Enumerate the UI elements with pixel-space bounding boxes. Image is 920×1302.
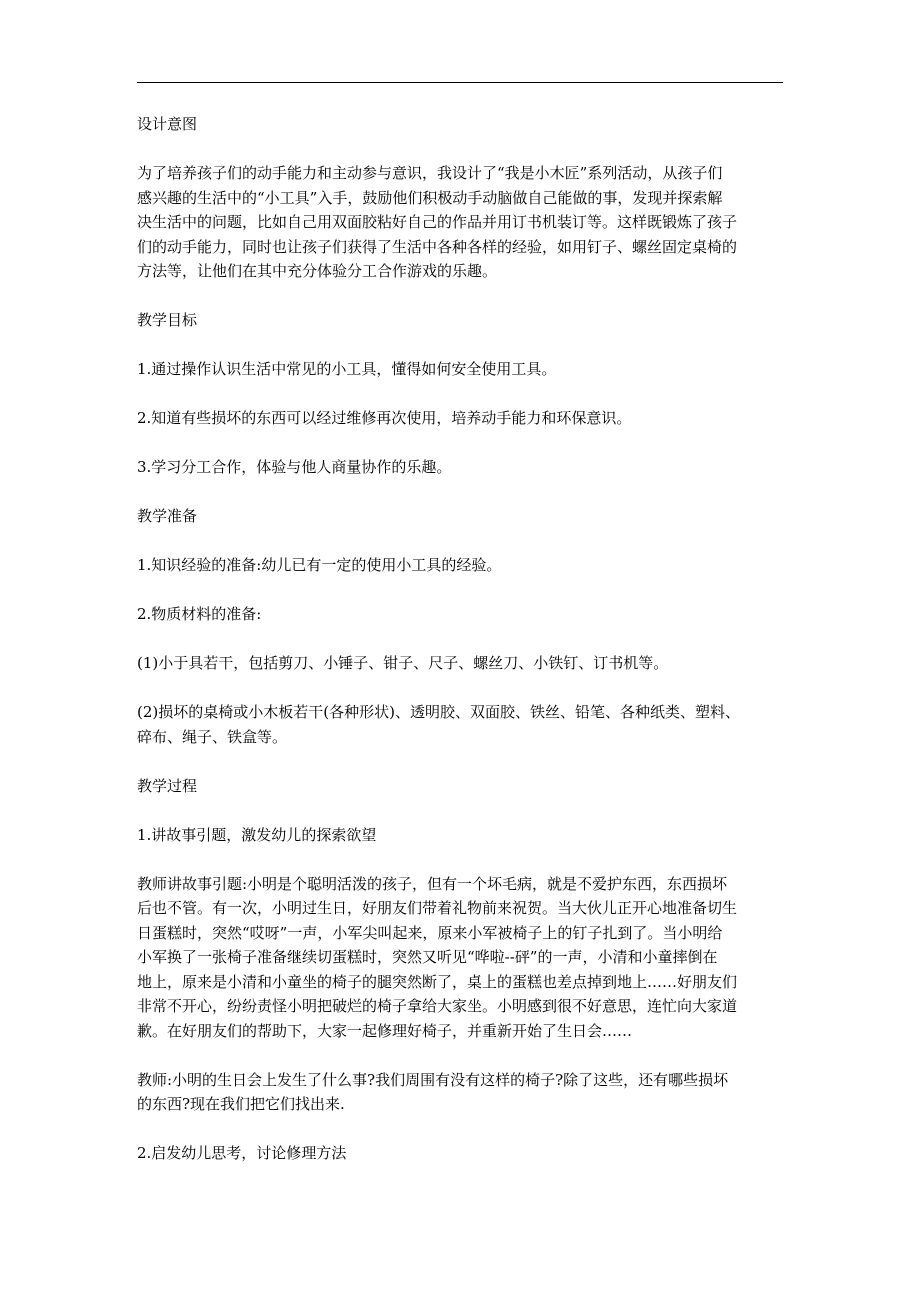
paragraph	[137, 823, 789, 848]
header-rule	[137, 82, 783, 83]
paragraph-line: 们的动手能力，同时也让孩子们获得了生活中各种各样的经验，如用钉子、螺丝固定桌椅的	[137, 237, 738, 256]
paragraph-line: 方法等，让他们在其中充分体验分工合作游戏的乐趣。	[137, 262, 498, 280]
paragraph-line: 教师讲故事引题:小明是个聪明活泼的孩子，但有一个坏毛病，就是不爱护东西，东西损坏	[137, 874, 728, 893]
paragraph-line: 地上，原来是小清和小童坐的椅子的腿突然断了，桌上的蛋糕也差点掉到地上……好朋友们	[137, 972, 738, 991]
paragraph-line: (1)小于具若干，包括剪刀、小锤子、钳子、尺子、螺丝刀、小铁钉、订书机等。	[137, 654, 669, 672]
paragraph-line: 为了培养孩子们的动手能力和主动参与意识，我设计了“我是小木匠”系列活动，从孩子们	[137, 164, 723, 182]
paragraph	[137, 161, 789, 284]
paragraph	[137, 357, 789, 382]
paragraph-line: 小军换了一张椅子准备继续切蛋糕时，突然又听见“哗啦--砰”的一声，小清和小童摔倒在	[137, 948, 718, 966]
paragraph	[137, 553, 789, 578]
document-body	[137, 112, 789, 1190]
paragraph-line: 后也不管。有一次，小明过生日，好朋友们带着礼物前来祝贺。当大伙儿正开心地准备切生	[137, 899, 738, 917]
paragraph-line: 的东西?现在我们把它们找出来.	[137, 1095, 345, 1113]
paragraph	[137, 651, 789, 676]
paragraph-line: 感兴趣的生活中的“小工具”入手，鼓励他们积极动手动脑做自己能做的事，发现并探索解	[137, 188, 723, 207]
paragraph	[137, 602, 789, 627]
paragraph-line: 决生活中的问题，比如自己用双面胶粘好自己的作品并用订书机装订等。这样既锻炼了孩子	[137, 213, 738, 231]
paragraph	[137, 1068, 789, 1117]
paragraph	[137, 700, 789, 749]
paragraph-line: 歉。在好朋友们的帮助下，大家一起修理好椅子，并重新开始了生日会……	[137, 1021, 633, 1040]
paragraph-line: 碎布、绳子、铁盒等。	[137, 727, 288, 746]
paragraph	[137, 872, 789, 1044]
paragraph-line: 非常不开心，纷纷责怪小明把破烂的椅子拿给大家坐。小明感到很不好意思，连忙向大家道	[137, 997, 738, 1015]
paragraph-line: 1.通过操作认识生活中常见的小工具，懂得如何安全使用工具。	[137, 360, 557, 378]
section-heading: 教学过程	[137, 776, 198, 795]
paragraph-line: 2.知道有些损坏的东西可以经过维修再次使用，培养动手能力和环保意识。	[137, 409, 632, 427]
paragraph-line: 2.物质材料的准备:	[137, 605, 262, 623]
paragraph-line: (2)损坏的桌椅或小木板若干(各种形状)、透明胶、双面胶、铁丝、铅笔、各种纸类、塑料、	[137, 703, 740, 721]
paragraph-line: 教师:小明的生日会上发生了什么事?我们周围有没有这样的椅子?除了这些，还有哪些损坏	[137, 1070, 729, 1089]
paragraph	[137, 1141, 789, 1166]
paragraph-line: 1.知识经验的准备:幼儿已有一定的使用小工具的经验。	[137, 556, 502, 574]
paragraph	[137, 406, 789, 431]
paragraph	[137, 455, 789, 480]
section-heading: 设计意图	[137, 115, 198, 133]
paragraph-line: 2.启发幼儿思考，讨论修理方法	[137, 1144, 347, 1162]
paragraph-line: 3.学习分工合作，体验与他人商量协作的乐趣。	[137, 458, 452, 476]
paragraph-line: 日蛋糕时，突然“哎呀”一声，小军尖叫起来，原来小军被椅子上的钉子扎到了。当小明给	[137, 923, 723, 942]
section-heading: 教学准备	[137, 507, 198, 525]
paragraph-line: 1.讲故事引题，激发幼儿的探索欲望	[137, 825, 377, 844]
section-heading: 教学目标	[137, 311, 198, 329]
